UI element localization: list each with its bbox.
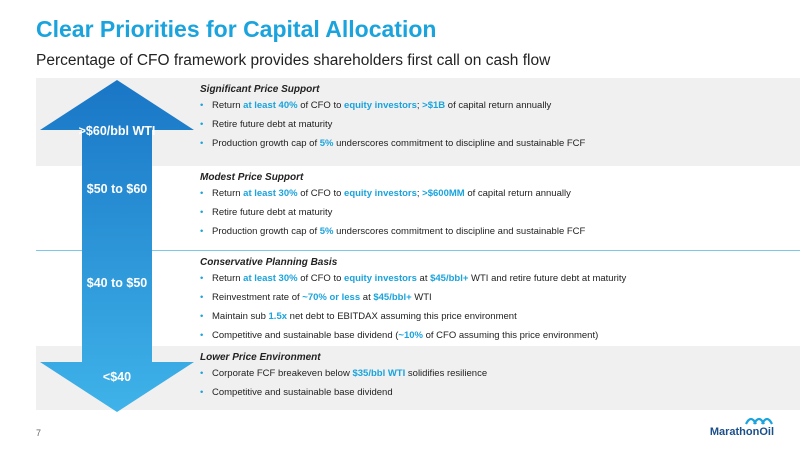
bullet-list	[200, 273, 790, 342]
highlight-text: equity investors	[344, 188, 417, 199]
bullet-text: of CFO to	[297, 273, 345, 284]
company-logo	[710, 414, 774, 438]
bullet-item	[200, 387, 790, 399]
price-level-50-60: $50 to $60	[86, 182, 148, 196]
bullet-item	[200, 273, 790, 285]
bullet-item	[200, 330, 790, 342]
section-modest	[200, 172, 790, 245]
bullet-text: underscores commitment to discipline and sustainable FCF	[333, 138, 586, 149]
highlight-text: at least 40%	[243, 100, 298, 111]
highlight-text: >$1B	[422, 100, 446, 111]
bullet-list	[200, 368, 790, 399]
highlight-text: 1.5x	[268, 311, 288, 322]
highlight-text: 5%	[319, 138, 334, 149]
bullet-text: of CFO assuming this price environment)	[422, 330, 599, 341]
bullet-text: of capital return annually	[464, 188, 571, 199]
highlight-text: at least 30%	[243, 188, 298, 199]
bullet-text: WTI and retire future debt at maturity	[468, 273, 627, 284]
highlight-text: ~10%	[398, 330, 423, 341]
bullet-text: Return	[212, 100, 244, 111]
bullet-text: Return	[212, 188, 244, 199]
price-level-40-50: $40 to $50	[86, 276, 148, 290]
bullet-text: of CFO to	[297, 188, 345, 199]
bullet-text: at	[360, 292, 374, 303]
bullet-text: ;	[416, 100, 423, 111]
page-number: 7	[36, 428, 42, 438]
section-heading: Significant Price Support	[200, 84, 320, 95]
highlight-text: equity investors	[344, 100, 417, 111]
bullet-item	[200, 207, 790, 219]
bullet-list	[200, 188, 790, 238]
highlight-text: equity investors	[344, 273, 417, 284]
bullet-text: Corporate FCF breakeven below	[212, 368, 353, 379]
bullet-text: Production growth cap of	[212, 226, 320, 237]
bullet-text: net debt to EBITDAX assuming this price environment	[287, 311, 517, 322]
bullet-text: Competitive and sustainable base dividend	[212, 387, 393, 398]
section-heading: Conservative Planning Basis	[200, 257, 338, 268]
bullet-text: of capital return annually	[445, 100, 552, 111]
highlight-text: ~70% or less	[302, 292, 361, 303]
section-significant	[200, 84, 790, 157]
page-subtitle: Percentage of CFO framework provides shareholders first call on cash flow	[36, 52, 551, 69]
bullet-item	[200, 311, 790, 323]
section-conservative	[200, 257, 790, 349]
bullet-item	[200, 138, 790, 150]
bullet-text: Retire future debt at maturity	[212, 207, 333, 218]
page-title: Clear Priorities for Capital Allocation	[36, 16, 437, 42]
bullet-item	[200, 188, 790, 200]
highlight-text: $35/bbl WTI	[352, 368, 406, 379]
bullet-text: Production growth cap of	[212, 138, 320, 149]
price-level-high: >$60/bbl WTI	[78, 124, 156, 138]
bullet-text: Retire future debt at maturity	[212, 119, 333, 130]
highlight-text: >$600MM	[422, 188, 465, 199]
bullet-text: Maintain sub	[212, 311, 269, 322]
bullet-text: Reinvestment rate of	[212, 292, 303, 303]
highlight-text: 5%	[319, 226, 334, 237]
bullet-text: solidifies resilience	[405, 368, 488, 379]
bullet-text: Return	[212, 273, 244, 284]
bullet-item	[200, 119, 790, 131]
section-heading: Modest Price Support	[200, 172, 304, 183]
bullet-item	[200, 292, 790, 304]
bullet-text: WTI	[411, 292, 432, 303]
bullet-text: of CFO to	[297, 100, 345, 111]
bullet-text: ;	[416, 188, 423, 199]
bullet-list	[200, 100, 790, 150]
section-lower	[200, 352, 790, 406]
bullet-text: underscores commitment to discipline and sustainable FCF	[333, 226, 586, 237]
bullet-item	[200, 100, 790, 112]
section-heading: Lower Price Environment	[200, 352, 321, 363]
price-level-low: <$40	[102, 370, 132, 384]
logo-wave-icon	[744, 414, 774, 426]
bullet-item	[200, 368, 790, 380]
highlight-text: at least 30%	[243, 273, 298, 284]
highlight-text: $45/bbl+	[373, 292, 412, 303]
bullet-item	[200, 226, 790, 238]
bullet-text: at	[416, 273, 431, 284]
logo-text: MarathonOil	[709, 426, 774, 438]
highlight-text: $45/bbl+	[430, 273, 469, 284]
bullet-text: Competitive and sustainable base dividend (	[212, 330, 399, 341]
